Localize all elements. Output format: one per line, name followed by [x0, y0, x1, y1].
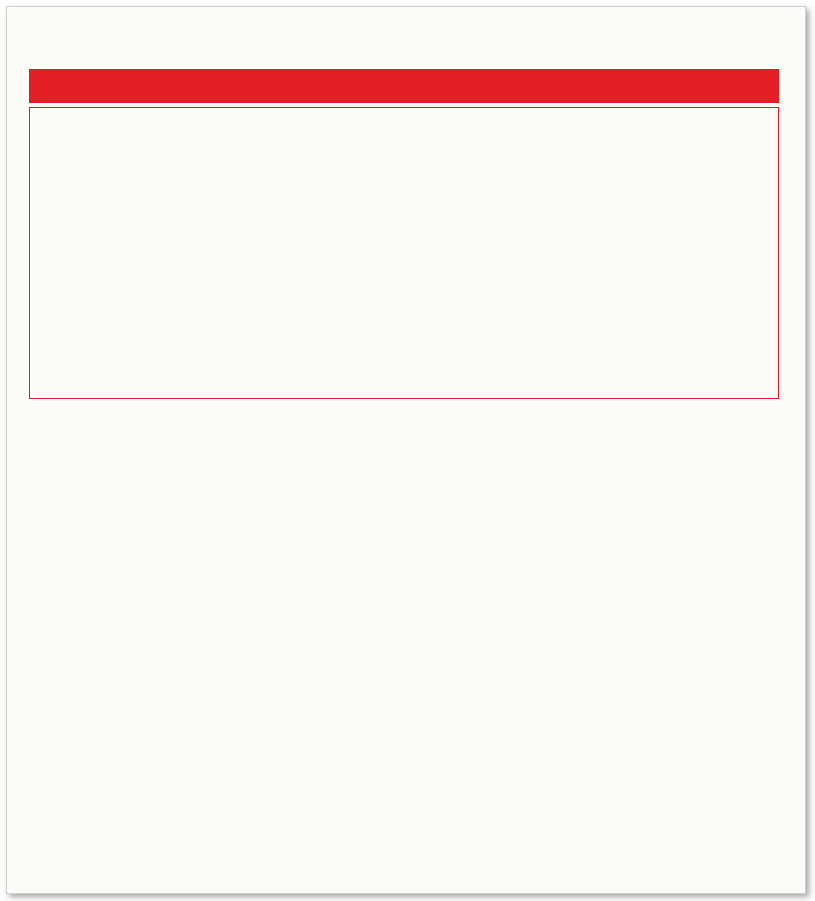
- telephone-banner: [29, 69, 779, 103]
- menu-page: [6, 6, 806, 894]
- specialties-box: [29, 107, 779, 399]
